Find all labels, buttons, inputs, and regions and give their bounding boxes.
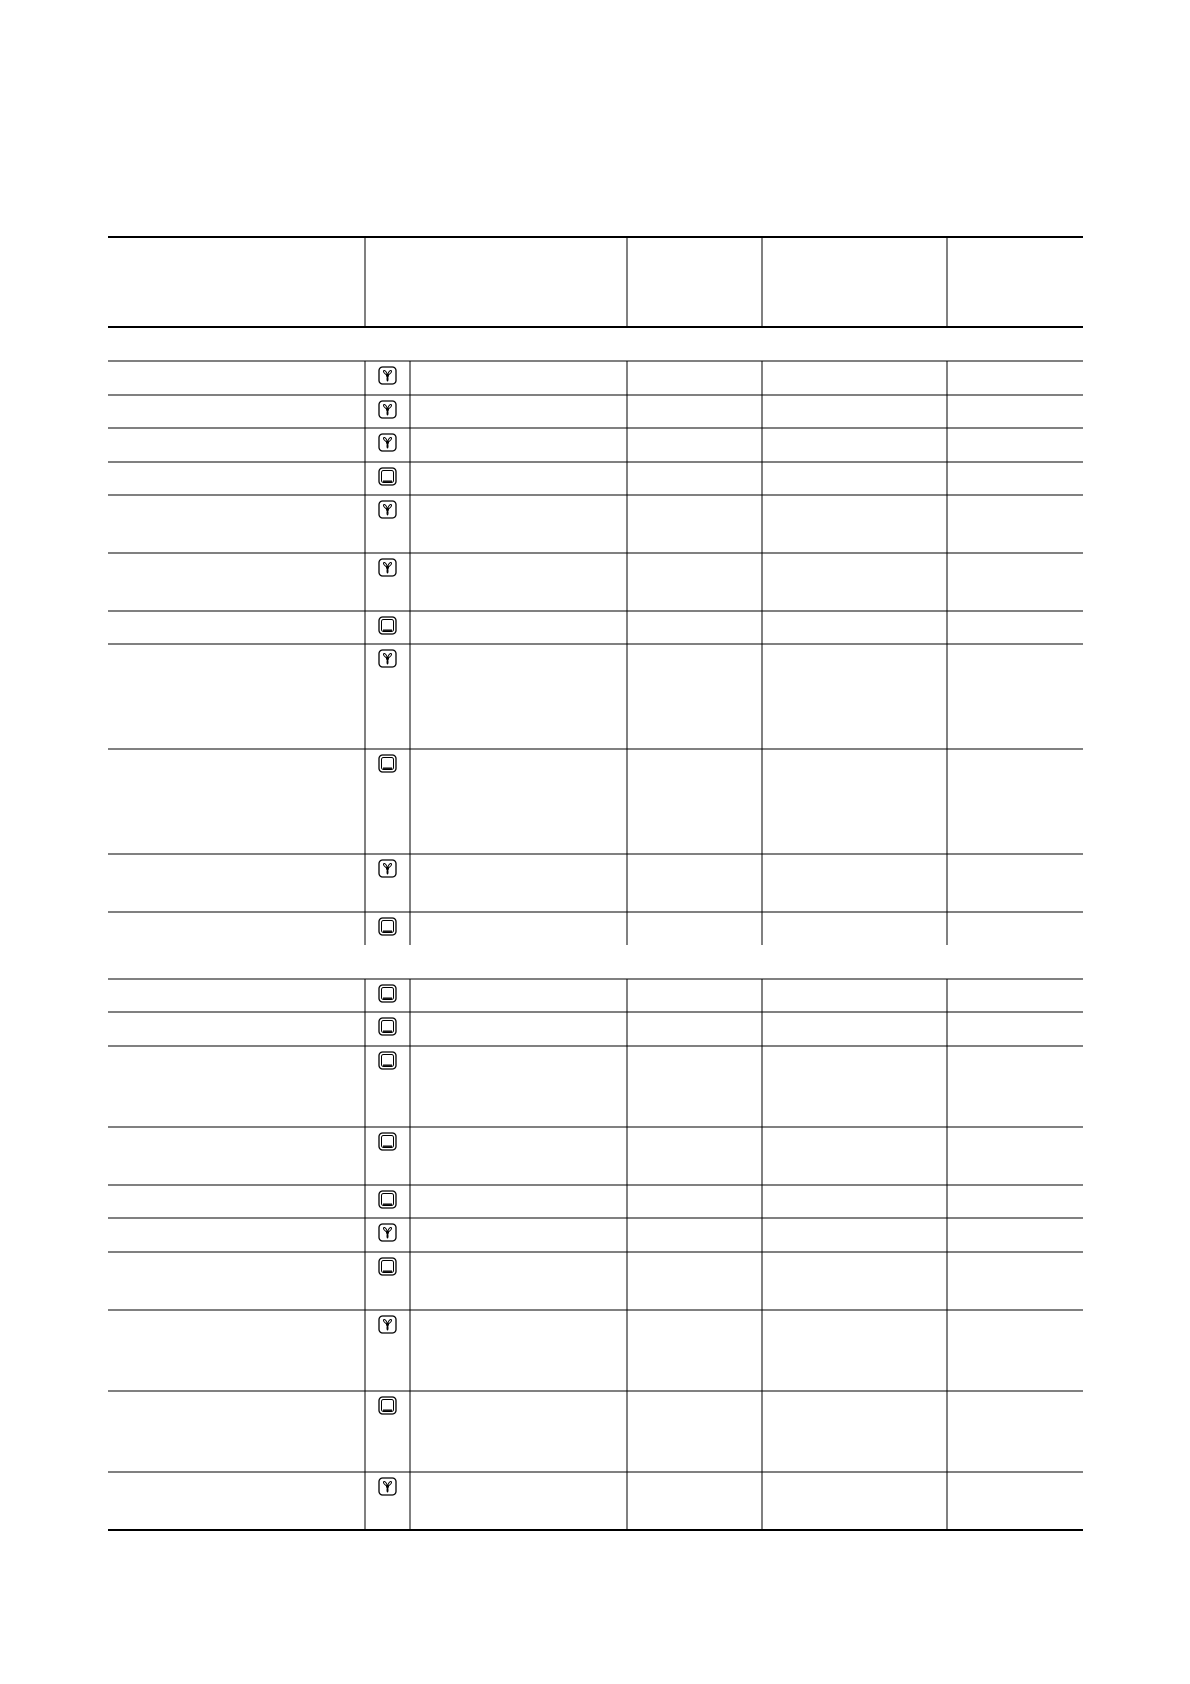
conventional-oven-icon	[379, 755, 396, 772]
fan-oven-icon	[379, 434, 396, 451]
conventional-oven-icon	[379, 985, 396, 1002]
table-icons	[379, 367, 396, 1495]
table-grid	[108, 237, 1083, 1530]
fan-oven-icon	[379, 1316, 396, 1333]
conventional-oven-icon	[379, 468, 396, 485]
fan-oven-icon	[379, 1478, 396, 1495]
conventional-oven-icon	[379, 1133, 396, 1150]
fan-oven-icon	[379, 650, 396, 667]
conventional-oven-icon	[379, 617, 396, 634]
fan-oven-icon	[379, 367, 396, 384]
fan-oven-icon	[379, 559, 396, 576]
fan-oven-icon	[379, 501, 396, 518]
conventional-oven-icon	[379, 1258, 396, 1275]
conventional-oven-icon	[379, 1191, 396, 1208]
fan-oven-icon	[379, 1224, 396, 1241]
fan-oven-icon	[379, 401, 396, 418]
conventional-oven-icon	[379, 1397, 396, 1414]
conventional-oven-icon	[379, 918, 396, 935]
conventional-oven-icon	[379, 1052, 396, 1069]
conventional-oven-icon	[379, 1018, 396, 1035]
fan-oven-icon	[379, 860, 396, 877]
